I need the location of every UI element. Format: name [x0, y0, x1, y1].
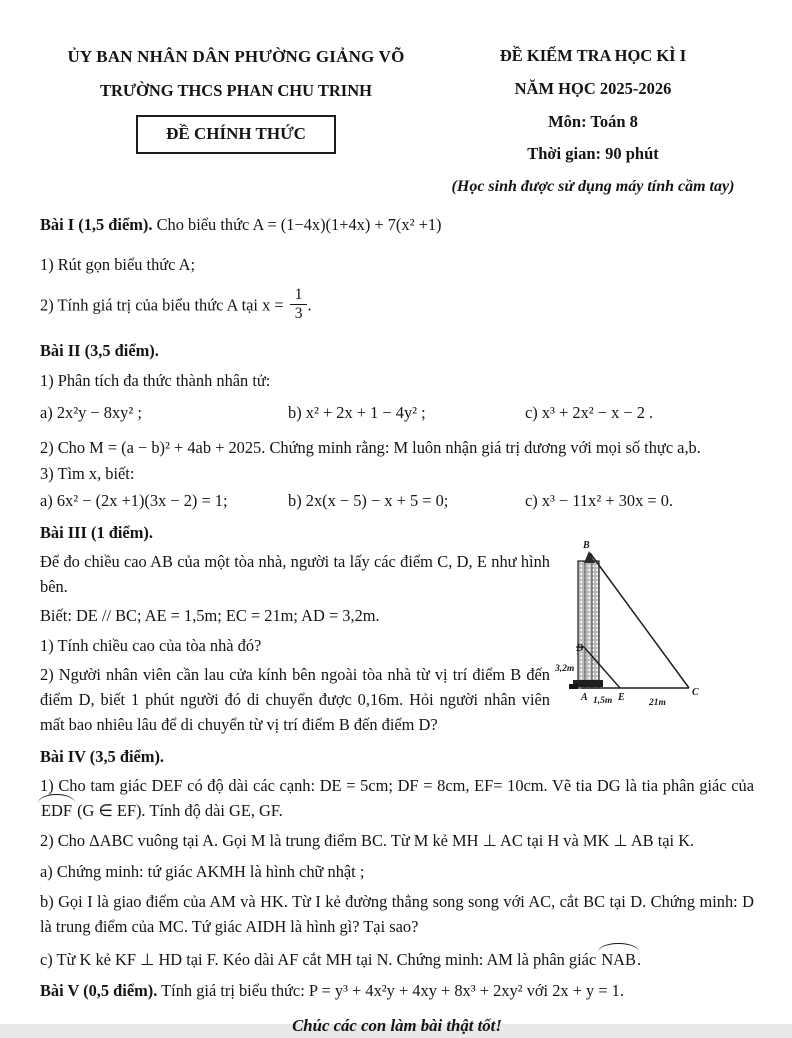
exam-title: ĐỀ KIỂM TRA HỌC KÌ I [499, 46, 687, 65]
section-bai-3 [40, 521, 754, 737]
subject: Môn: Toán 8 [548, 111, 638, 131]
bai1-title: Bài I (1,5 điểm). [40, 215, 153, 234]
point-label-D: D [576, 643, 584, 655]
bai2-q3c: c) x³ − 11x² + 30x = 0. [525, 490, 674, 510]
angle-arc-EDF: EDF [40, 799, 73, 824]
fraction-denominator: 3 [294, 305, 303, 323]
bai1-q2-period: . [307, 295, 312, 315]
bai4-qc-text: c) Từ K kẻ KF ⊥ HD tại F. Kéo dài AF cắt MH tại N. Chứng minh: AM là phân giác [40, 949, 597, 969]
calculator-note: (Học sinh được sử dụng máy tính cầm tay) [451, 178, 735, 195]
official-exam-label: ĐỀ CHÍNH THỨC [166, 124, 306, 144]
point-label-B: B [583, 540, 590, 552]
fraction-numerator: 1 [290, 287, 308, 305]
section-bai-2 [40, 339, 754, 514]
angle-arc-NAB: NAB [600, 948, 637, 973]
issuer-block [40, 44, 432, 154]
bai1-intro: Cho biểu thức [156, 215, 250, 234]
bai3-paragraph-1: Để đo chiều cao AB của một tòa nhà, người ta lấy các điểm C, D, E như hình bên. [40, 552, 550, 596]
bai4-question-2b: b) Gọi I là giao điểm của AM và HK. Từ I kẻ đường thẳng song song với AC, cắt BC tại D. Chứng minh: D là trung điểm của MC. Tứ giác AIDH là hình gì? Tại sao? [40, 892, 754, 936]
fraction-one-third [290, 287, 308, 323]
section-bai-1 [40, 213, 754, 325]
duration: Thời gian: 90 phút [527, 144, 659, 164]
bai2-question-3: 3) Tìm x, biết: [40, 464, 135, 484]
bai2-title-text: Bài II (3,5 điểm). [40, 340, 159, 360]
bai2-question-1: 1) Phân tích đa thức thành nhân tử: [40, 371, 271, 391]
bai4-question-2c [40, 948, 754, 973]
building-triangle-figure [554, 523, 754, 717]
bai2-question-2: 2) Cho M = (a − b)² + 4ab + 2025. Chứng minh rằng: M luôn nhận giá trị dương với mọi số thực a,b. [40, 437, 701, 457]
bai2-title [40, 339, 754, 364]
bai5-title: Bài V (0,5 điểm). [40, 981, 158, 1001]
bai4-question-1 [40, 774, 754, 823]
bai2-q1c: c) x³ + 2x² − x − 2 . [525, 402, 654, 422]
point-label-A: A [581, 692, 588, 704]
bai1-formula: A = (1−4x)(1+4x) + 7(x² +1) [252, 215, 442, 234]
exam-header [40, 44, 754, 199]
bai1-heading [40, 213, 754, 238]
bai1-question-2 [40, 286, 754, 325]
bai2-q1b: b) x² + 2x + 1 − 4y² ; [288, 402, 426, 422]
school-year: NĂM HỌC 2025-2026 [514, 78, 672, 98]
exam-info-block [432, 44, 754, 199]
bai3-title-text: Bài III (1 điểm). [40, 523, 153, 543]
bai4-question-2a: a) Chứng minh: tứ giác AKMH là hình chữ nhật ; [40, 861, 365, 881]
bai5-line [40, 979, 754, 1004]
bai5-condition: với 2x + y = 1. [526, 981, 624, 1001]
school-name: TRƯỜNG THCS PHAN CHU TRINH [100, 80, 372, 100]
point-label-E: E [618, 692, 625, 704]
bai2-q3a: a) 6x² − (2x +1)(3x − 2) = 1; [40, 490, 228, 510]
tower-body [578, 561, 599, 688]
bai1-q2-text: 2) Tính giá trị của biểu thức A tại x = [40, 295, 284, 315]
bai4-question-2: 2) Cho ΔABC vuông tại A. Gọi M là trung điểm BC. Từ M kẻ MH ⊥ AC tại H và MK ⊥ AB tại K. [40, 831, 695, 851]
measure-AD: 3,2m [555, 664, 575, 675]
building-triangle-svg [554, 523, 754, 717]
bai2-q3-equations [40, 489, 754, 514]
section-bai-5 [40, 979, 754, 1004]
bai3-paragraph-2: Biết: DE // BC; AE = 1,5m; EC = 21m; AD = 3,2m. [40, 606, 380, 626]
closing-wish: Chúc các con làm bài thật tốt! [292, 1015, 502, 1035]
measure-AE: 1,5m [593, 696, 613, 707]
bai3-question-2: 2) Người nhân viên cần lau cửa kính bên ngoài tòa nhà từ vị trí điểm B đến điểm D, biết 1 phút người đó di chuyển được 0,16m. Hỏi người nhân viên mất bao nhiêu lâu để di chuyển từ vị trí điểm B đến điểm D? [40, 665, 550, 734]
bai5-formula: P = y³ + 4x²y + 4xy + 8x³ + 2xy² [308, 981, 523, 1001]
bai4-title-text: Bài IV (3,5 điểm). [40, 747, 164, 767]
official-exam-box [136, 115, 336, 154]
bai3-question-1: 1) Tính chiều cao của tòa nhà đó? [40, 635, 262, 655]
line-BC [590, 553, 689, 688]
bai2-q3b: b) 2x(x − 5) − x + 5 = 0; [288, 490, 449, 510]
bai1-question-1: 1) Rút gọn biểu thức A; [40, 254, 196, 274]
bai4-q1-text-2: (G ∈ EF). Tính độ dài GE, GF. [77, 800, 283, 820]
bai4-qc-period: . [636, 949, 642, 969]
bai4-q1-text: 1) Cho tam giác DEF có độ dài các cạnh: DE = 5cm; DF = 8cm, EF= 10cm. Vẽ tia DG là tia phân giác của [40, 775, 754, 795]
bai2-q1-equations [40, 401, 754, 426]
exam-body [40, 213, 754, 1038]
issuer-name: ỦY BAN NHÂN DÂN PHƯỜNG GIẢNG VÕ [67, 47, 405, 66]
bai4-title [40, 745, 754, 770]
section-bai-4 [40, 745, 754, 972]
bai5-text: Tính giá trị biểu thức: [161, 981, 305, 1001]
bai2-q1a: a) 2x²y − 8xy² ; [40, 402, 142, 422]
measure-EC: 21m [649, 698, 666, 709]
point-label-C: C [692, 687, 699, 699]
